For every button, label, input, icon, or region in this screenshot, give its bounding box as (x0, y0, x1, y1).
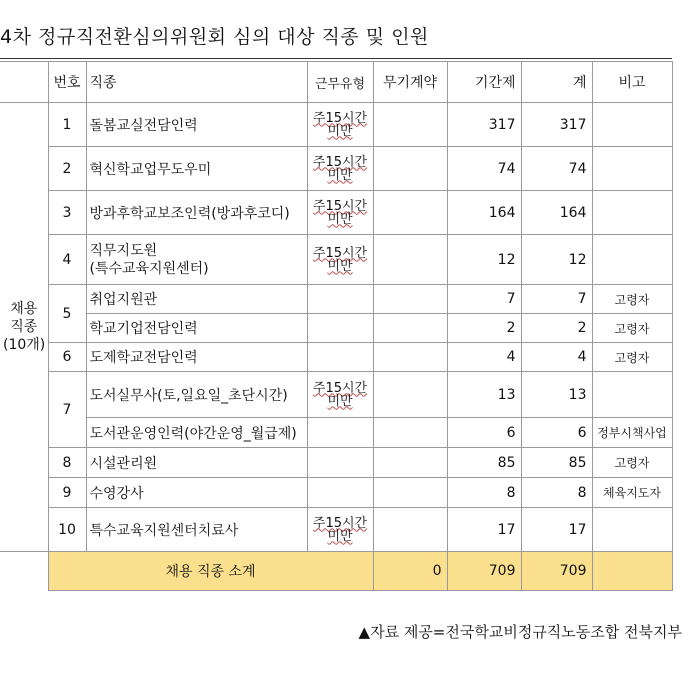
row-remark (592, 508, 672, 552)
row-indefinite (373, 147, 447, 191)
row-total: 8 (521, 478, 592, 508)
table-row (0, 372, 672, 418)
table-row (0, 448, 672, 478)
row-total: 74 (521, 147, 592, 191)
row-indefinite (373, 343, 447, 372)
row-job: 특수교육지원센터치료사 (86, 508, 307, 552)
header-fixed-term: 기간제 (447, 62, 521, 103)
row-total: 6 (521, 418, 592, 448)
title-rule (0, 58, 672, 59)
row-no: 10 (48, 508, 86, 552)
note-line: 미만 (327, 393, 353, 409)
row-total: 317 (521, 103, 592, 147)
note-line: 미만 (327, 258, 353, 274)
subtotal-label: 채용 직종 소계 (48, 552, 373, 591)
group-label (0, 103, 48, 552)
row-fixed: 8 (447, 478, 521, 508)
work-type-note (307, 103, 373, 147)
row-indefinite (373, 103, 447, 147)
row-fixed: 317 (447, 103, 521, 147)
row-job: 혁신학교업무도우미 (86, 147, 307, 191)
note-line: 주15시간 (312, 515, 368, 531)
note-line: 주15시간 (312, 245, 368, 261)
row-fixed: 6 (447, 418, 521, 448)
row-job: 수영강사 (86, 478, 307, 508)
header-indefinite: 무기계약 (373, 62, 447, 103)
row-remark (592, 191, 672, 235)
note-line: 미만 (327, 123, 353, 139)
row-total: 2 (521, 314, 592, 343)
row-indefinite (373, 478, 447, 508)
group-label-line: 직종 (10, 319, 38, 335)
table-row (0, 285, 672, 314)
row-total: 164 (521, 191, 592, 235)
row-no: 2 (48, 147, 86, 191)
row-job: 도서실무사(토,일요일_초단시간) (86, 372, 307, 418)
row-remark (592, 372, 672, 418)
group-header-cell (0, 62, 48, 103)
row-job-line: (특수교육지원센터) (89, 260, 209, 277)
row-total: 85 (521, 448, 592, 478)
row-work-type (307, 314, 373, 343)
subtotal-row (0, 552, 672, 591)
row-no: 7 (48, 372, 86, 448)
row-indefinite (373, 314, 447, 343)
work-type-note (307, 372, 373, 418)
row-remark (592, 147, 672, 191)
note-line: 미만 (327, 167, 353, 183)
row-remark: 정부시책사업 (592, 418, 672, 448)
group-label-line: 채용 (10, 301, 38, 317)
header-no: 번호 (48, 62, 86, 103)
row-fixed: 7 (447, 285, 521, 314)
row-no: 8 (48, 448, 86, 478)
subtotal-fixed: 709 (447, 552, 521, 591)
table-row (0, 508, 672, 552)
row-total: 4 (521, 343, 592, 372)
row-job: 도제학교전담인력 (86, 343, 307, 372)
row-work-type (307, 343, 373, 372)
row-fixed: 4 (447, 343, 521, 372)
work-type-note (307, 191, 373, 235)
row-work-type (307, 418, 373, 448)
table-row (0, 103, 672, 147)
row-job (86, 235, 307, 285)
table-row (0, 235, 672, 285)
row-total: 7 (521, 285, 592, 314)
row-job: 도서관운영인력(야간운영_월급제) (86, 418, 307, 448)
note-line: 주15시간 (312, 380, 368, 396)
row-no: 9 (48, 478, 86, 508)
work-type-note (307, 235, 373, 285)
row-no: 1 (48, 103, 86, 147)
table-row (0, 343, 672, 372)
group-label-line: (10개) (3, 337, 46, 353)
page-title: 4차 정규직전환심의위원회 심의 대상 직종 및 인원 (0, 26, 429, 48)
row-fixed: 12 (447, 235, 521, 285)
table-row (0, 147, 672, 191)
note-line: 미만 (327, 211, 353, 227)
table-row (0, 314, 672, 343)
row-indefinite (373, 285, 447, 314)
row-work-type (307, 285, 373, 314)
work-type-note (307, 508, 373, 552)
header-remark: 비고 (592, 62, 672, 103)
header-work-type: 근무유형 (307, 62, 373, 103)
row-job: 학교기업전담인력 (86, 314, 307, 343)
row-job: 돌봄교실전담인력 (86, 103, 307, 147)
row-fixed: 2 (447, 314, 521, 343)
note-line: 미만 (327, 528, 353, 544)
row-job: 방과후학교보조인력(방과후코디) (86, 191, 307, 235)
table-row (0, 478, 672, 508)
row-indefinite (373, 448, 447, 478)
subtotal-indefinite: 0 (373, 552, 447, 591)
row-no: 5 (48, 285, 86, 343)
job-table (0, 61, 673, 591)
table-row (0, 418, 672, 448)
note-line: 주15시간 (312, 154, 368, 170)
row-work-type (307, 478, 373, 508)
row-total: 13 (521, 372, 592, 418)
source-note: ▲자료 제공=전국학교비정규직노동조합 전북지부 (358, 623, 682, 641)
row-total: 12 (521, 235, 592, 285)
header-row (0, 62, 672, 103)
row-no: 6 (48, 343, 86, 372)
row-indefinite (373, 235, 447, 285)
row-indefinite (373, 372, 447, 418)
table-row (0, 191, 672, 235)
note-line: 주15시간 (312, 110, 368, 126)
row-remark: 고령자 (592, 285, 672, 314)
header-total: 계 (521, 62, 592, 103)
row-job-line: 직무지도원 (89, 242, 158, 259)
subtotal-blank (0, 552, 48, 591)
row-job: 시설관리원 (86, 448, 307, 478)
row-indefinite (373, 508, 447, 552)
row-remark (592, 103, 672, 147)
row-fixed: 85 (447, 448, 521, 478)
row-fixed: 164 (447, 191, 521, 235)
row-remark: 고령자 (592, 314, 672, 343)
row-job: 취업지원관 (86, 285, 307, 314)
row-fixed: 13 (447, 372, 521, 418)
work-type-note (307, 147, 373, 191)
header-job: 직종 (86, 62, 307, 103)
row-no: 3 (48, 191, 86, 235)
row-no: 4 (48, 235, 86, 285)
row-remark: 고령자 (592, 448, 672, 478)
note-line: 주15시간 (312, 198, 368, 214)
subtotal-remark (592, 552, 672, 591)
row-remark: 체육지도자 (592, 478, 672, 508)
row-work-type (307, 448, 373, 478)
row-fixed: 74 (447, 147, 521, 191)
row-indefinite (373, 418, 447, 448)
subtotal-total: 709 (521, 552, 592, 591)
row-fixed: 17 (447, 508, 521, 552)
row-indefinite (373, 191, 447, 235)
row-remark (592, 235, 672, 285)
row-remark: 고령자 (592, 343, 672, 372)
row-total: 17 (521, 508, 592, 552)
